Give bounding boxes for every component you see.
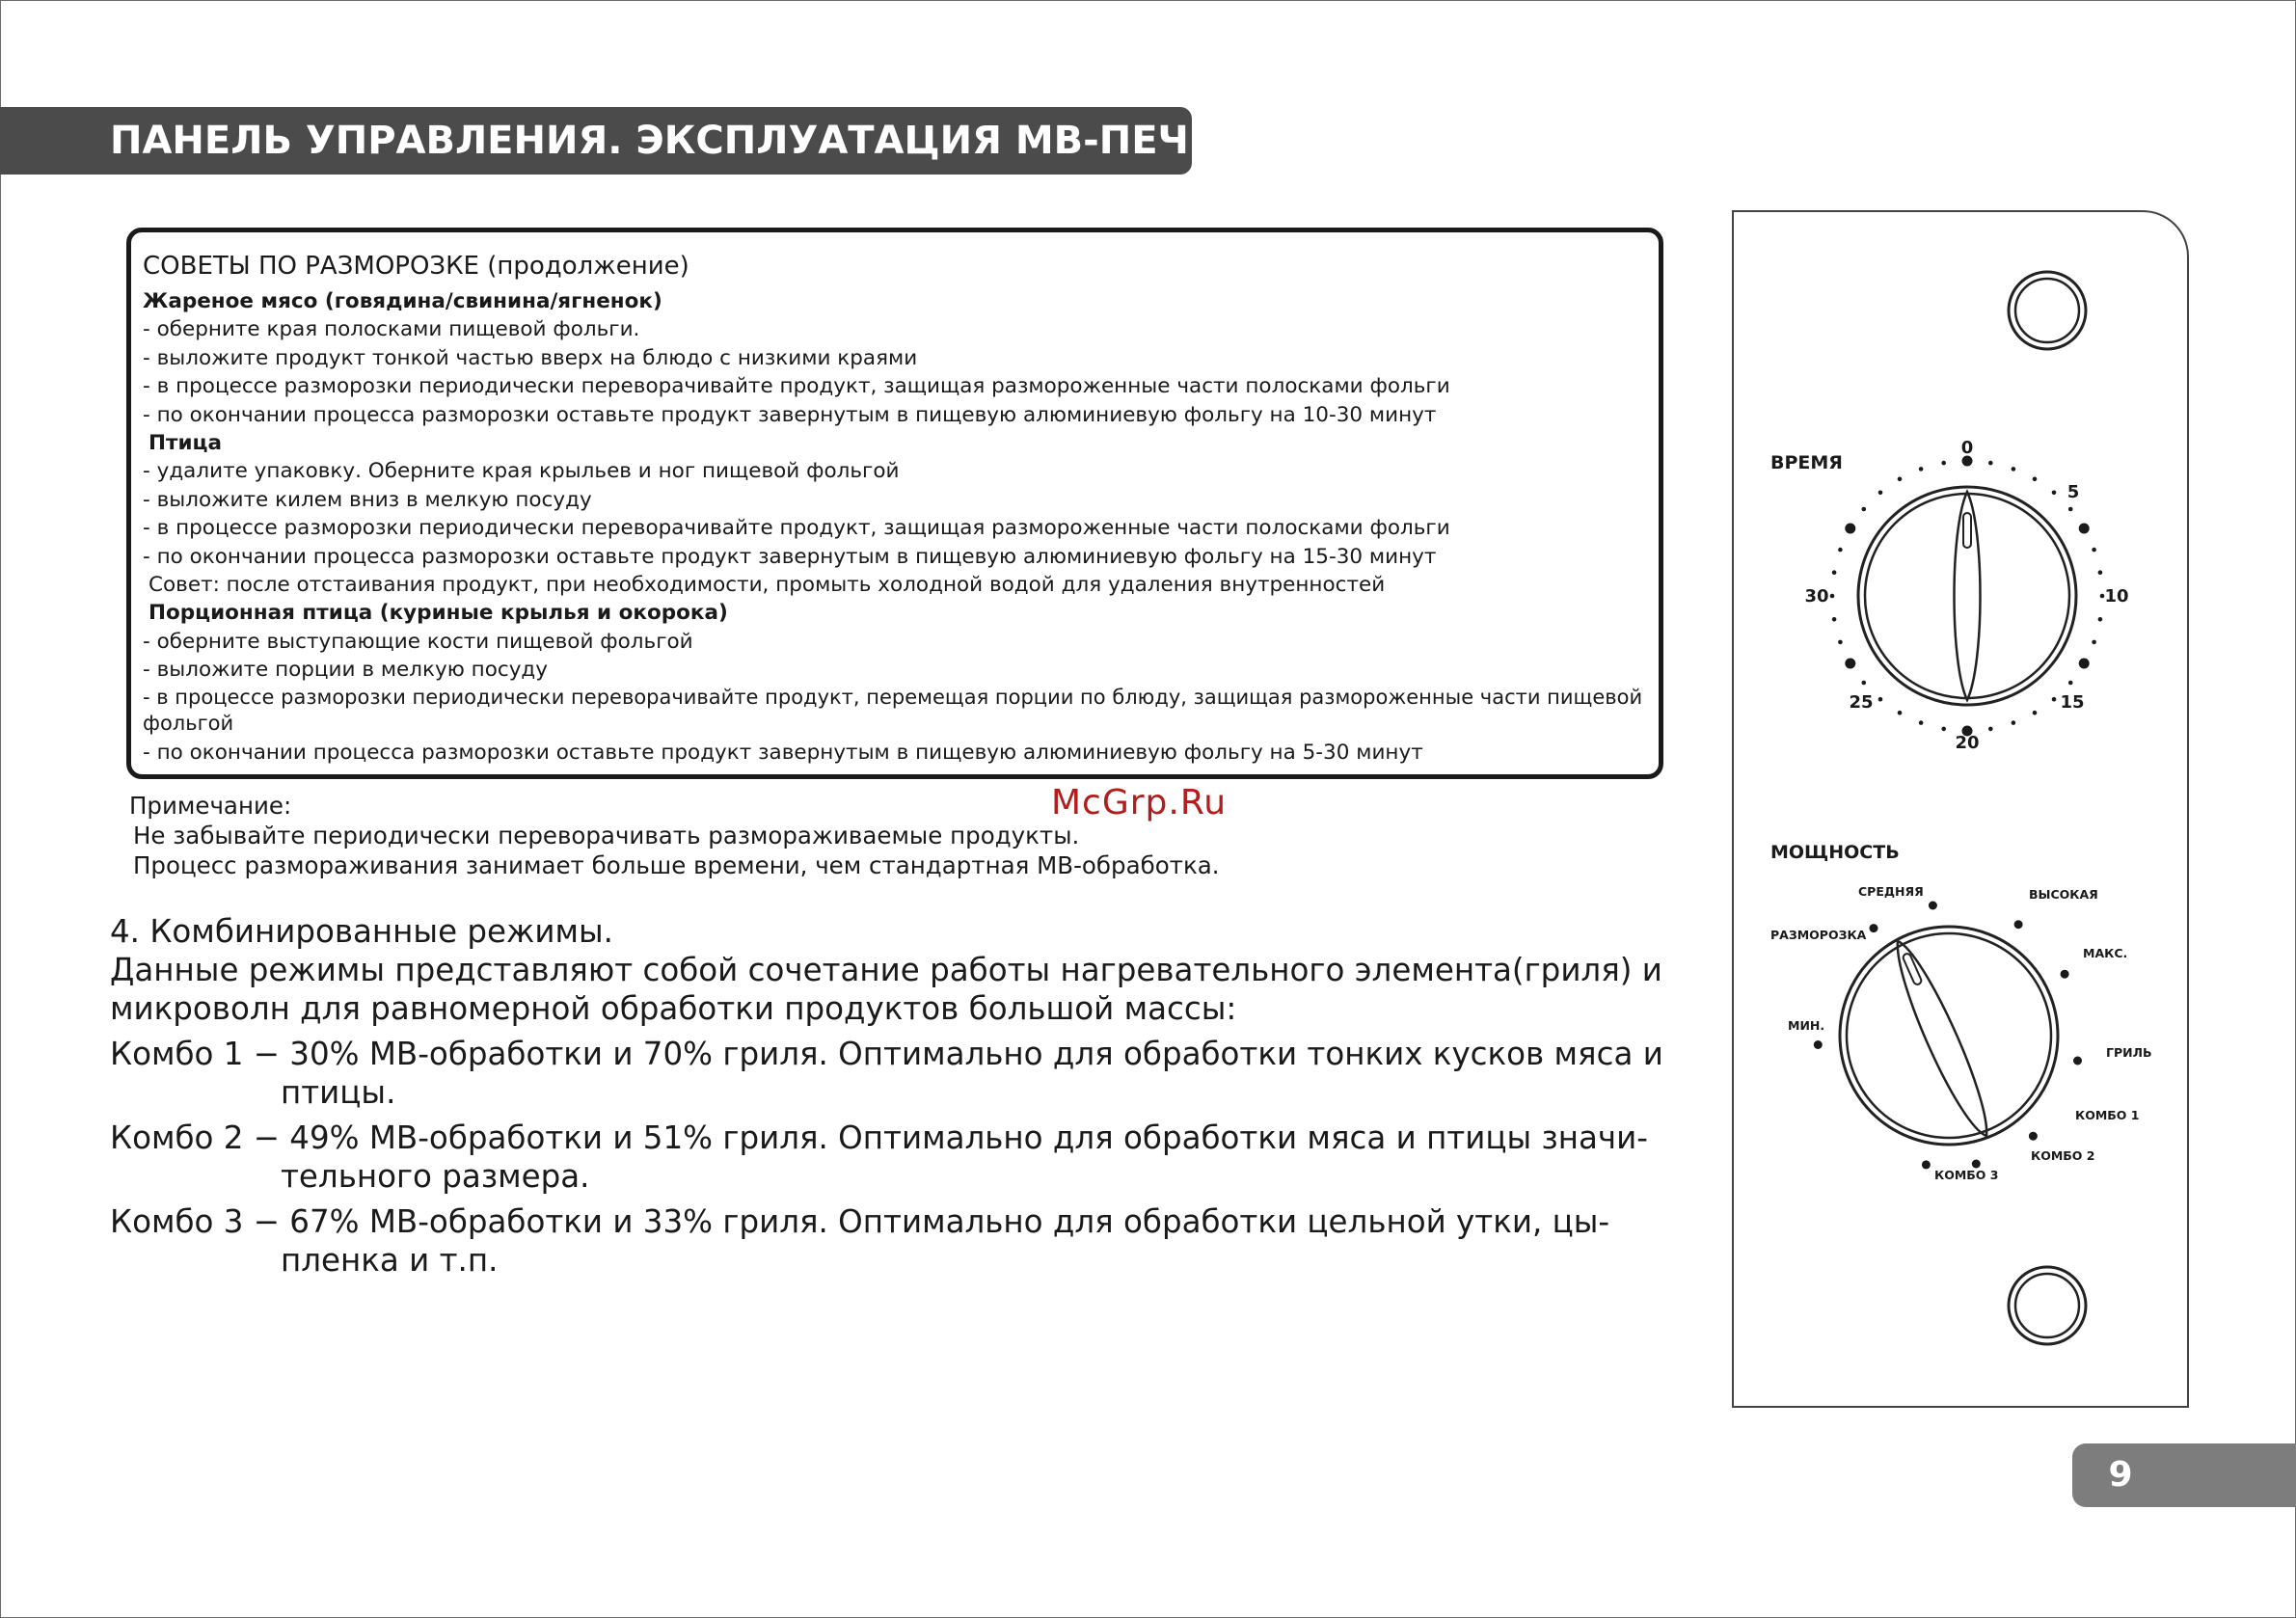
combo-intro-line: микроволн для равномерной обработки продуктов большой массы:	[110, 990, 1237, 1027]
section-heading-portion: Порционная птица (куриные крылья и окорока)	[149, 601, 728, 626]
time-major-dot	[2079, 524, 2090, 534]
time-knob[interactable]	[1858, 487, 2076, 705]
combo-item-cont: птицы.	[281, 1074, 396, 1111]
time-minor-dot	[2012, 467, 2016, 472]
power-mark-dot	[1929, 902, 1937, 910]
power-mark-dot	[1922, 1160, 1931, 1169]
power-mark-dot	[1870, 924, 1878, 932]
combo-heading: 4. Комбинированные режимы.	[110, 913, 613, 950]
time-minor-dot	[1941, 727, 1946, 732]
time-minor-dot	[1862, 681, 1867, 686]
combo-item-text: Комбо 3 − 67% МВ-обработки и 33% гриля. Оптимально для обработки цельной утки, цы-	[110, 1203, 1610, 1240]
combo-item-text: Комбо 1 − 30% МВ-обработки и 70% гриля. Оптимально для обработки тонких кусков мяса и	[110, 1036, 1663, 1072]
time-mark-30: 30	[1804, 586, 1829, 607]
combo-item	[110, 1119, 1691, 1196]
combo-section	[110, 912, 1691, 1280]
advice-text: Совет: после отстаивания продукт, при необходимости, промыть холодной водой для удаления внутренностей	[149, 573, 1386, 598]
note-label: Примечание:	[129, 792, 292, 820]
list-item: - по окончании процесса разморозки оставьте продукт завернутым в пищевую алюминиевую фольгу на 5-30 минут	[143, 740, 1423, 765]
time-label: ВРЕМЯ	[1770, 452, 1843, 473]
time-minor-dot	[1988, 461, 1993, 466]
power-mark-min: МИН.	[1788, 1018, 1825, 1033]
time-minor-dot	[1862, 507, 1867, 512]
power-mark-high: ВЫСОКАЯ	[2029, 887, 2098, 902]
combo-item-text: Комбо 2 − 49% МВ-обработки и 51% гриля. Оптимально для обработки мяса и птицы значи-	[110, 1119, 1648, 1156]
list-item: - в процессе разморозки периодически переворачивайте продукт, защищая размороженные части полосками фольги	[143, 374, 1450, 399]
section-heading-poultry: Птица	[149, 431, 222, 456]
time-major-dot	[2079, 659, 2090, 669]
power-knob[interactable]	[1840, 927, 2058, 1145]
power-mark-combo2: КОМБО 2	[2031, 1148, 2095, 1163]
power-mark-max: МАКС.	[2083, 946, 2128, 960]
list-item: - в процессе разморозки периодически переворачивайте продукт, перемещая порции по блюду, защищая размороженные части пищевой фольгой	[143, 685, 1643, 735]
time-minor-dot	[1878, 697, 1883, 702]
time-major-dot	[1845, 524, 1855, 534]
time-mark-15: 15	[2060, 692, 2085, 713]
time-minor-dot	[1878, 491, 1883, 496]
time-minor-dot	[2012, 720, 2016, 725]
time-minor-dot	[1988, 727, 1993, 732]
power-mark-dot	[2061, 970, 2069, 979]
time-minor-dot	[2052, 491, 2057, 496]
time-minor-dot	[1830, 594, 1835, 599]
note-line: Не забывайте периодически переворачивать размораживаемые продукты.	[133, 822, 1080, 849]
list-item: - выложите килем вниз в мелкую посуду	[143, 487, 592, 512]
page-number: 9	[2108, 1455, 2133, 1495]
combo-intro-line: Данные режимы представляют собой сочетание работы нагревательного элемента(гриля) и	[110, 952, 1662, 988]
time-minor-dot	[2092, 548, 2096, 553]
power-mark-grill: ГРИЛЬ	[2106, 1045, 2152, 1060]
time-minor-dot	[1838, 640, 1843, 645]
time-minor-dot	[2033, 711, 2038, 715]
power-label: МОЩНОСТЬ	[1770, 842, 1900, 863]
list-item: - оберните края полосками пищевой фольги.	[143, 317, 640, 342]
tips-title: СОВЕТЫ ПО РАЗМОРОЗКЕ (продолжение)	[143, 252, 689, 281]
time-minor-dot	[2092, 640, 2096, 645]
page-title: ПАНЕЛЬ УПРАВЛЕНИЯ. ЭКСПЛУАТАЦИЯ МВ-ПЕЧИ	[110, 119, 1222, 163]
section-heading-roast: Жареное мясо (говядина/свинина/ягненок)	[143, 289, 662, 313]
time-major-dot	[1845, 659, 1855, 669]
time-minor-dot	[1838, 548, 1843, 553]
time-mark-0: 0	[1960, 438, 1974, 458]
time-minor-dot	[2068, 507, 2073, 512]
list-item: - по окончании процесса разморозки оставьте продукт завернутым в пищевую алюминиевую фольгу на 10-30 минут	[143, 402, 1437, 427]
time-mark-5: 5	[2066, 482, 2080, 502]
time-minor-dot	[2098, 617, 2103, 622]
time-minor-dot	[1832, 617, 1837, 622]
time-mark-25: 25	[1849, 692, 1874, 713]
list-item: - выложите порции в мелкую посуду	[143, 658, 549, 683]
combo-item	[110, 1202, 1691, 1280]
power-mark-defrost: РАЗМОРОЗКА	[1770, 928, 1867, 942]
power-mark-dot	[2029, 1132, 2038, 1141]
power-mark-dot	[2014, 920, 2023, 929]
power-mark-dot	[2073, 1057, 2082, 1065]
control-panel-drawing	[1732, 210, 2189, 1408]
time-minor-dot	[2033, 477, 2038, 482]
note-line: Процесс размораживания занимает больше времени, чем стандартная МВ-обработка.	[133, 851, 1220, 879]
time-minor-dot	[1832, 570, 1837, 575]
time-minor-dot	[1919, 467, 1924, 472]
list-item: - удалите упаковку. Оберните края крыльев и ног пищевой фольгой	[143, 459, 900, 484]
combo-item-cont: тельного размера.	[281, 1158, 590, 1195]
list-item: - по окончании процесса разморозки оставьте продукт завернутым в пищевую алюминиевую фольгу на 15-30 минут	[143, 544, 1437, 569]
time-minor-dot	[1941, 461, 1946, 466]
list-item: - в процессе разморозки периодически переворачивайте продукт, защищая размороженные части полосками фольги	[143, 516, 1450, 541]
power-mark-combo1: КОМБО 1	[2075, 1108, 2140, 1122]
time-mark-20: 20	[1955, 733, 1980, 753]
time-minor-dot	[2068, 681, 2073, 686]
power-mark-dot	[1814, 1040, 1823, 1049]
tips-content	[143, 247, 1657, 767]
list-item: - оберните выступающие кости пищевой фольгой	[143, 629, 693, 654]
watermark: McGrp.Ru	[1051, 783, 1228, 822]
power-mark-combo3: КОМБО 3	[1934, 1168, 1999, 1182]
time-minor-dot	[1898, 477, 1903, 482]
combo-item-cont: пленка и т.п.	[281, 1242, 499, 1279]
power-mark-medium: СРЕДНЯЯ	[1858, 884, 1924, 899]
time-minor-dot	[1919, 720, 1924, 725]
list-item: - выложите продукт тонкой частью вверх на блюдо с низкими краями	[143, 345, 918, 370]
time-minor-dot	[1898, 711, 1903, 715]
time-minor-dot	[2098, 570, 2103, 575]
time-minor-dot	[2052, 697, 2057, 702]
bottom-button[interactable]	[2009, 1267, 2086, 1344]
time-mark-10: 10	[2104, 586, 2129, 607]
top-button[interactable]	[2009, 272, 2086, 349]
combo-item	[110, 1035, 1691, 1112]
